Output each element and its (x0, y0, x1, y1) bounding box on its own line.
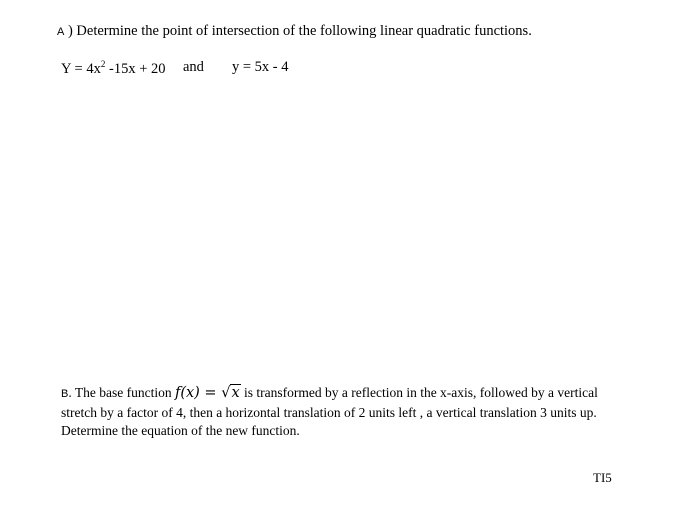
question-b-transform-text: is transformed by a reflection in the x-axis, followed by a vertical (240, 385, 598, 400)
question-b-intro-text: . The base function (68, 385, 175, 400)
linear-equation: y = 5x - 4 (232, 59, 289, 75)
footer-code: TI5 (593, 470, 612, 485)
quadratic-equation-prefix: Y = 4x (61, 60, 101, 77)
question-a-prompt (57, 23, 532, 40)
base-function (175, 385, 241, 401)
question-a-marker: A (57, 26, 65, 38)
quadratic-equation-suffix: -15x + 20 (105, 60, 166, 77)
square-root-sign: √ (221, 385, 231, 401)
square-root (221, 384, 240, 403)
question-b-prompt (61, 384, 598, 441)
question-b-line-1 (61, 384, 598, 404)
square-root-radicand: x (231, 385, 240, 401)
question-b-line-3: Determine the equation of the new function. (61, 423, 300, 438)
quadratic-equation-exponent: 2 (100, 59, 106, 69)
question-b-marker: B (61, 388, 69, 400)
base-function-lhs: f(x) = (174, 385, 222, 401)
quadratic-equation (61, 59, 166, 78)
question-a-text: ) Determine the point of intersection of the following linear quadratic functions. (67, 23, 532, 39)
question-b-line-2: stretch by a factor of 4, then a horizontal translation of 2 units left , a vertical translation 3 units up. (61, 404, 597, 420)
equation-connector: and (183, 59, 204, 75)
